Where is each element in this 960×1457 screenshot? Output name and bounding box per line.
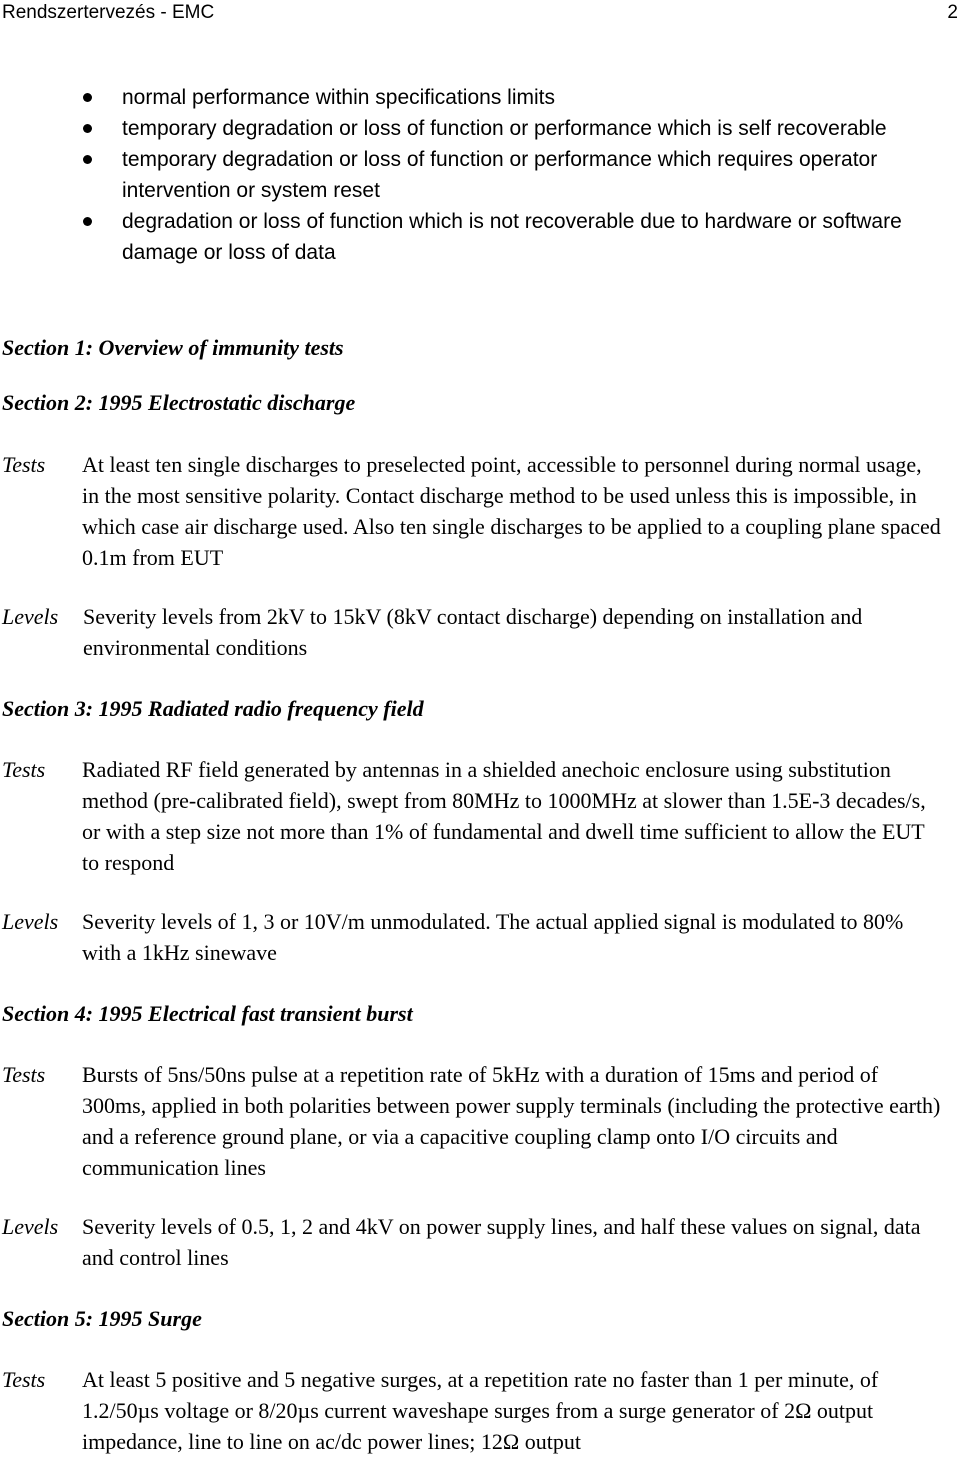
section-4-tests [0, 1059, 960, 1183]
list-item [0, 113, 960, 144]
section-3-tests [0, 754, 960, 878]
section-3-heading: Section 3: 1995 Radiated radio frequency field [2, 696, 424, 721]
page-header [2, 0, 958, 26]
section-2-tests [0, 449, 960, 573]
list-item-text: degradation or loss of function which is not recoverable due to hardware or software damage or loss of data [122, 210, 902, 264]
section-4-levels [0, 1211, 960, 1273]
bullet-icon [83, 217, 92, 226]
document-title: Rendszertervezés - EMC [2, 2, 215, 23]
tests-text: Radiated RF field generated by antennas in a shielded anechoic enclosure using substitution method (pre-calibrated field), swept from 80MHz to 1000MHz at slower than 1.5E-3 decades/s, or with a step size not more than 1% of fundamental and dwell time sufficient to allow the EUT to respond [82, 757, 926, 875]
tests-label: Tests [2, 1367, 46, 1392]
levels-text: Severity levels of 0.5, 1, 2 and 4kV on power supply lines, and half these values on signal, data and control lines [82, 1214, 921, 1270]
section-5-heading: Section 5: 1995 Surge [2, 1306, 202, 1331]
levels-label: Levels [2, 909, 59, 934]
section-1-heading: Section 1: Overview of immunity tests [2, 335, 344, 360]
tests-label: Tests [2, 452, 46, 477]
tests-label: Tests [2, 1062, 46, 1087]
list-item [0, 82, 960, 113]
levels-label: Levels [2, 1214, 59, 1239]
section-5-tests [0, 1364, 960, 1457]
bullet-icon [83, 124, 92, 133]
tests-text: At least 5 positive and 5 negative surges, at a repetition rate no faster than 1 per minute, of 1.2/50µs voltage or 8/20µs current waveshape surges from a surge generator of 2Ω output impedance, line to line on ac/dc power lines; 12Ω output [82, 1367, 879, 1454]
list-item [0, 206, 960, 268]
levels-text: Severity levels of 1, 3 or 10V/m unmodulated. The actual applied signal is modulated to 80% with a 1kHz sinewave [82, 909, 904, 965]
tests-label: Tests [2, 757, 46, 782]
section-2-heading: Section 2: 1995 Electrostatic discharge [2, 390, 356, 415]
bullet-list [0, 82, 960, 268]
tests-text: Bursts of 5ns/50ns pulse at a repetition rate of 5kHz with a duration of 15ms and period of 300ms, applied in both polarities between power supply terminals (including the protective earth) and a reference ground plane, or via a capacitive coupling clamp onto I/O circuits and communication lines [82, 1062, 941, 1180]
bullet-icon [83, 155, 92, 164]
bullet-icon [83, 93, 92, 102]
list-item-text: temporary degradation or loss of function or performance which is self recoverable [122, 117, 887, 140]
list-item-text: temporary degradation or loss of function or performance which requires operator intervention or system reset [122, 148, 878, 202]
levels-label: Levels [2, 604, 59, 629]
list-item-text: normal performance within specifications limits [122, 86, 555, 109]
page-number: 2 [947, 2, 958, 23]
section-3-levels [0, 906, 960, 968]
section-2-levels [0, 601, 960, 663]
list-item [0, 144, 960, 206]
tests-text: At least ten single discharges to preselected point, accessible to personnel during normal usage, in the most sensitive polarity. Contact discharge method to be used unless this is impossible, in which case air discharge used. Also ten single discharges to be applied to a coupling plane spaced 0.1m from EUT [82, 452, 941, 570]
section-4-heading: Section 4: 1995 Electrical fast transient burst [2, 1001, 413, 1026]
levels-text: Severity levels from 2kV to 15kV (8kV contact discharge) depending on installation and environmental conditions [83, 604, 863, 660]
